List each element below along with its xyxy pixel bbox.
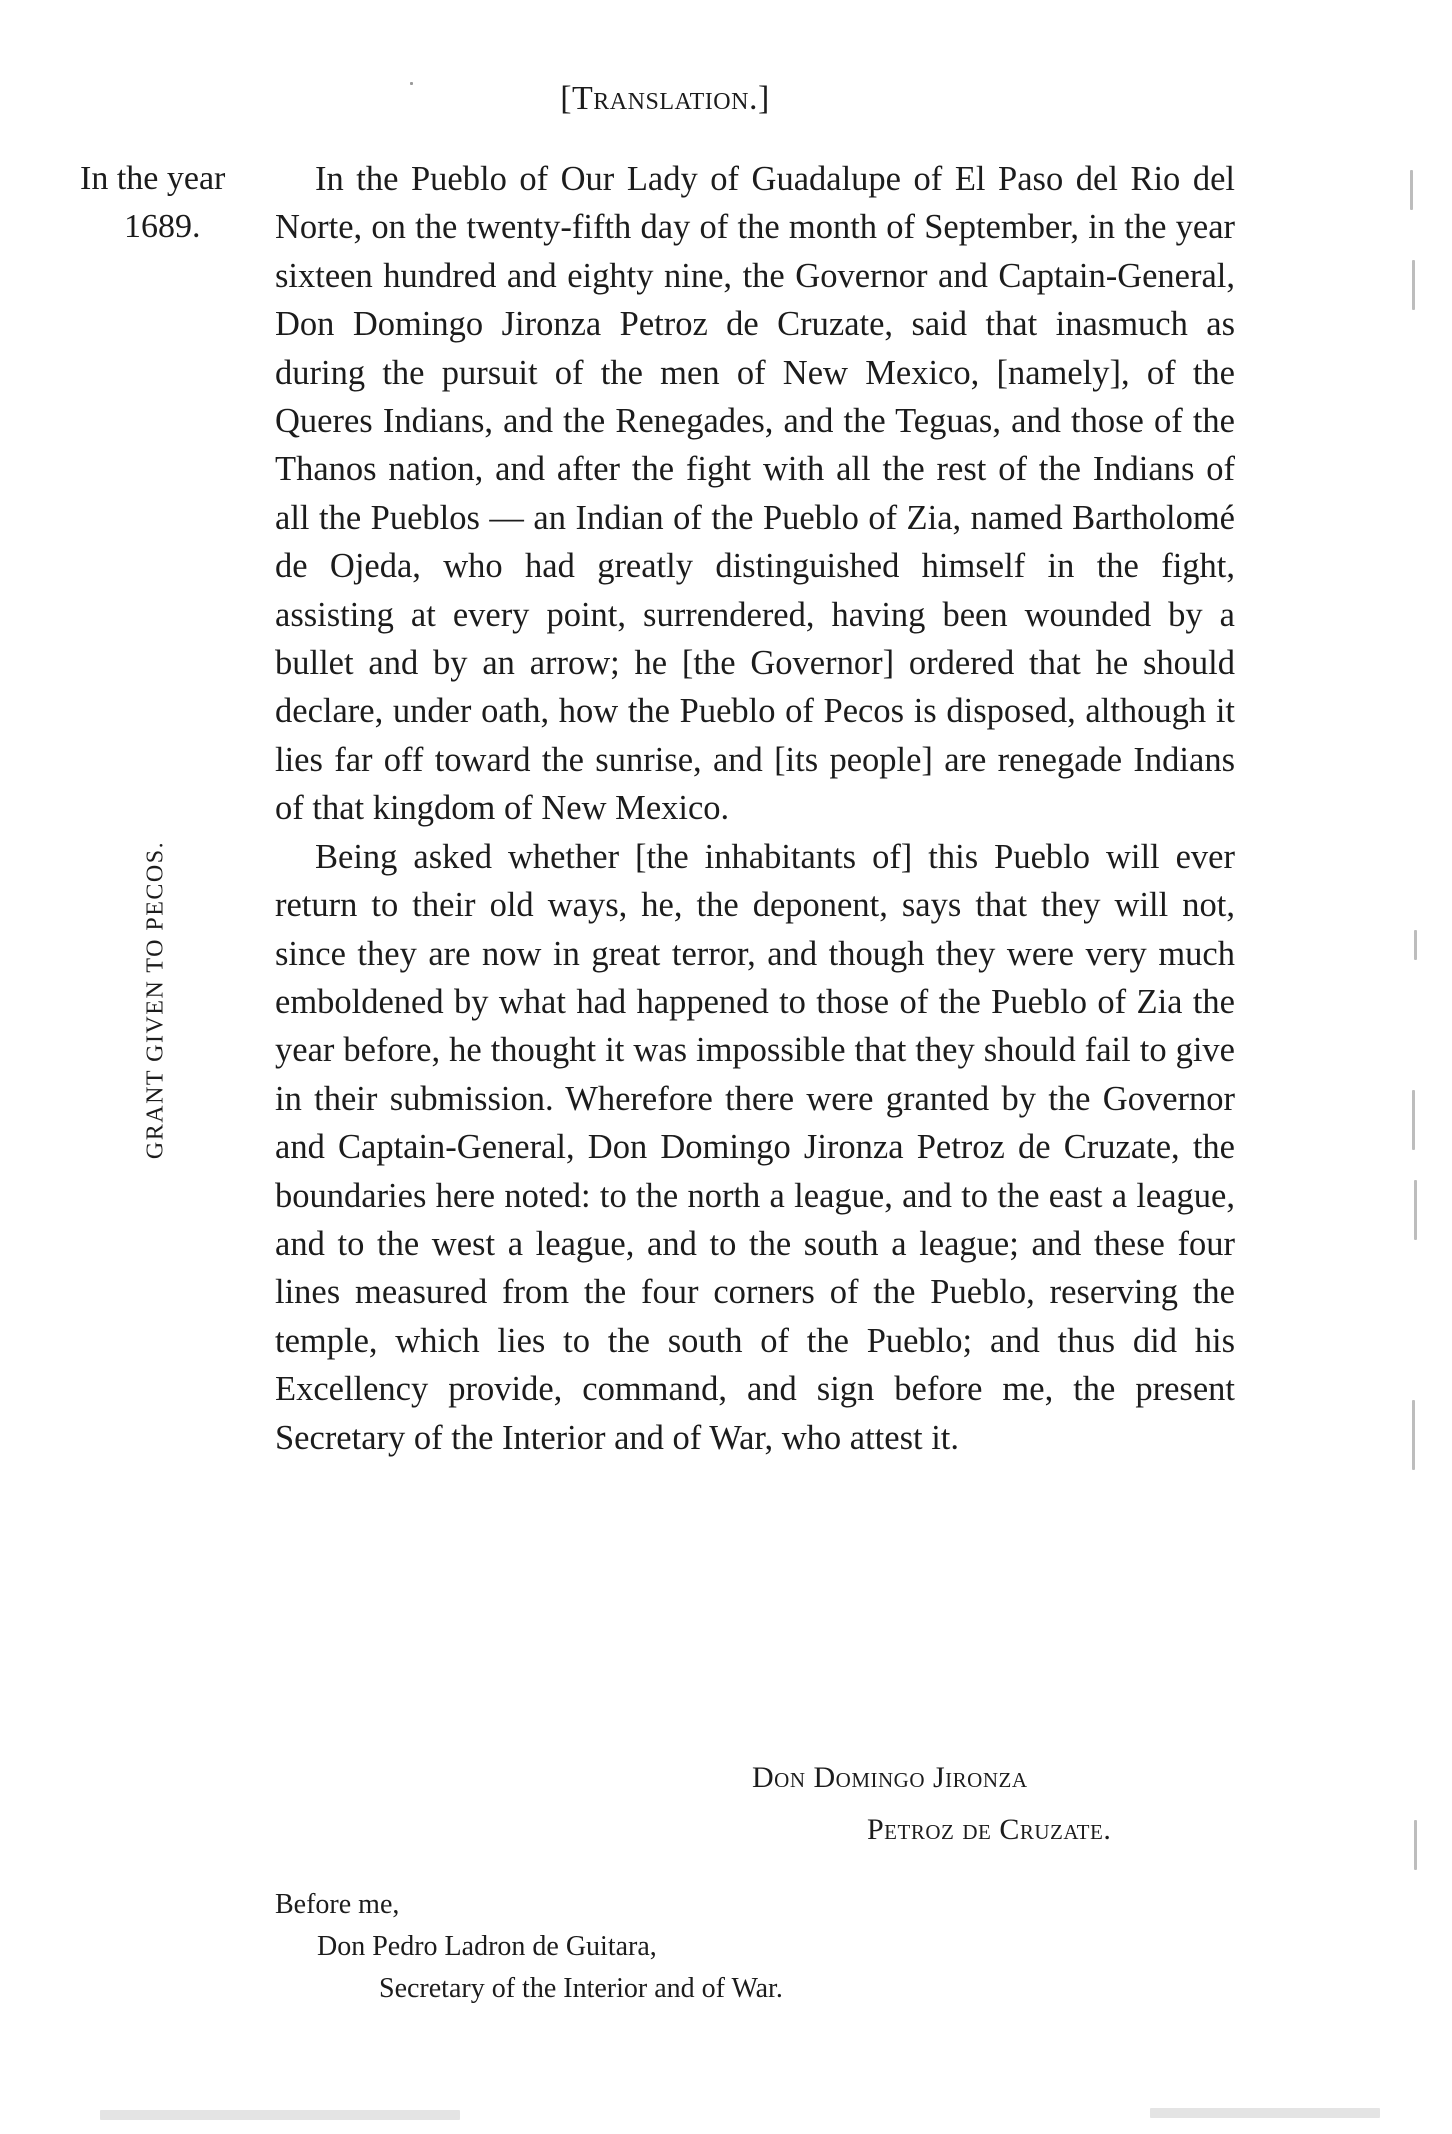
scan-speck [100, 2110, 460, 2120]
scan-speck [1412, 1400, 1415, 1470]
attestation-line-3: Secretary of the Interior and of War. [379, 1973, 783, 2004]
paragraph-1: In the Pueblo of Our Lady of Guadalupe of El Paso del Rio del Norte, on the twenty-fifth day of the month of September, in the year sixteen hundred and eighty nine, the Governor and Captain-General, Don Domingo Jironza Petroz de Cruzate, said that inasmuch as during the pursuit of the men of New Mexico, [namely], of the Queres Indians, and the Renegades, and the Teguas, and those of the Thanos nation, and after the fight with all the rest of the Indians of all the Pueblos — an Indian of the Pueblo of Zia, named Bartholomé de Ojeda, who had greatly distinguished himself in the fight, assisting at every point, surrendered, having been wounded by a bullet and by an arrow; he [the Governor] ordered that he should declare, under oath, how the Pueblo of Pecos is disposed, although it lies far off toward the sunrise, and [its people] are renegade Indians of that kingdom of New Mexico. [275, 160, 1235, 828]
paragraph-2: Being asked whether [the inhabitants of] this Pueblo will ever return to their old ways, he, the deponent, says that they will not, since they are now in great terror, and though they were very much emboldened by what had happened to those of the Pueblo of Zia the year before, he thought it was impossible that they should fail to give in their submission. Wherefore there were granted by the Governor and Captain-General, Don Domingo Jironza Petroz de Cruzate, the boundaries here noted: to the north a league, and to the east a league, and to the west a league, and to the south a league; and these four lines measured from the four corners of the Pueblo, reserving the temple, which lies to the south of the Pueblo; and thus did his Excellency provide, command, and sign before me, the present Secretary of the Interior and of War, who attest it. [275, 837, 1235, 1457]
margin-year-value: 1689. [124, 208, 201, 245]
scan-speck [1414, 1180, 1417, 1240]
signature-block [752, 1752, 1111, 1856]
attestation-line-2: Don Pedro Ladron de Guitara, [317, 1931, 657, 1962]
scan-speck [1150, 2108, 1380, 2118]
body-text [275, 155, 1235, 1462]
scan-speck [1410, 170, 1413, 210]
attestation-block [275, 1884, 783, 2010]
signature-line-2: Petroz de Cruzate. [867, 1813, 1112, 1846]
scan-speck [1412, 260, 1415, 310]
margin-date-note [80, 155, 270, 251]
page-heading [0, 80, 1330, 118]
scan-speck [1414, 930, 1417, 960]
side-note-grant: GRANT GIVEN TO PECOS. [142, 840, 169, 1160]
margin-year-label: In the year [80, 160, 226, 197]
scan-speck [1414, 1820, 1417, 1870]
heading-text: [Translation.] [560, 80, 770, 117]
scan-speck [1412, 1090, 1415, 1150]
signature-line-1: Don Domingo Jironza [752, 1761, 1028, 1794]
scan-speck [410, 82, 413, 85]
attestation-line-1: Before me, [275, 1889, 400, 1920]
